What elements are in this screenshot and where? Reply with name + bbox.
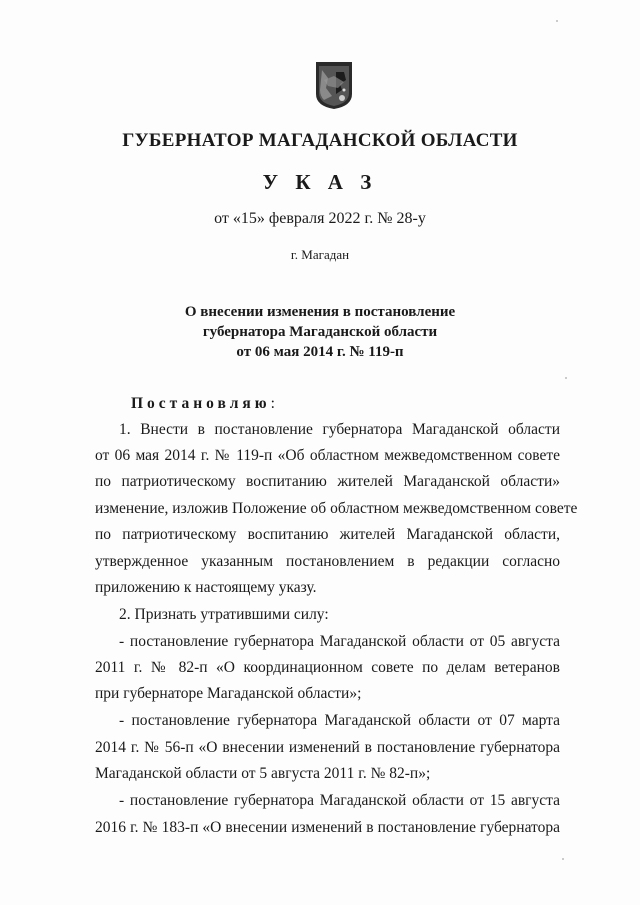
postanovlyayu-colon: :	[270, 395, 275, 412]
body-line: от 06 мая 2014 г. № 119-п «Об областном межведомственном совете	[95, 447, 560, 464]
subject-line: губернатора Магаданской области	[202, 324, 438, 340]
body-line: по патриотическому воспитанию жителей Магаданской области»	[95, 473, 560, 490]
body-line: 2011 г. № 82-п «О координационном совете по делам ветеранов	[95, 659, 560, 676]
body-line: 2016 г. № 183-п «О внесении изменений в постановление губернатора	[95, 819, 560, 836]
document-subject	[0, 302, 640, 362]
subject-line: О внесении изменения в постановление	[184, 304, 456, 320]
subject-line: от 06 мая 2014 г. № 119-п	[236, 344, 404, 360]
document-city: г. Магадан	[290, 247, 350, 262]
body-line: - постановление губернатора Магаданской области от 07 марта	[119, 712, 560, 729]
postanovlyayu-word: Постановляю	[131, 395, 271, 412]
body-line: 1. Внести в постановление губернатора Магаданской области	[119, 421, 560, 438]
body-line: - постановление губернатора Магаданской области от 15 августа	[119, 792, 560, 809]
scan-speck	[556, 20, 558, 22]
body-line: при губернаторе Магаданской области»;	[95, 685, 362, 702]
scan-speck	[562, 858, 564, 860]
governor-title: ГУБЕРНАТОР МАГАДАНСКОЙ ОБЛАСТИ	[122, 130, 518, 151]
postanovlyayu-heading	[131, 394, 596, 414]
body-line: Магаданской области от 5 августа 2011 г. № 82-п»;	[95, 765, 431, 782]
scan-speck	[565, 377, 567, 379]
body-line: утвержденное указанным постановлением в редакции согласно	[95, 553, 560, 570]
body-line: 2014 г. № 56-п «О внесении изменений в постановление губернатора	[95, 739, 560, 756]
coat-of-arms-icon	[314, 60, 354, 110]
body-line: изменение, изложив Положение об областном межведомственном совете	[95, 500, 578, 517]
body-line: по патриотическому воспитанию жителей Магаданской области,	[95, 526, 560, 543]
document-type: У К А З	[262, 170, 378, 194]
document-date-number: от «15» февраля 2022 г. № 28-у	[214, 210, 426, 227]
body-line: - постановление губернатора Магаданской области от 05 августа	[119, 633, 560, 650]
body-line: 2. Признать утратившими силу:	[119, 606, 329, 623]
body-line: приложению к настоящему указу.	[95, 579, 317, 596]
